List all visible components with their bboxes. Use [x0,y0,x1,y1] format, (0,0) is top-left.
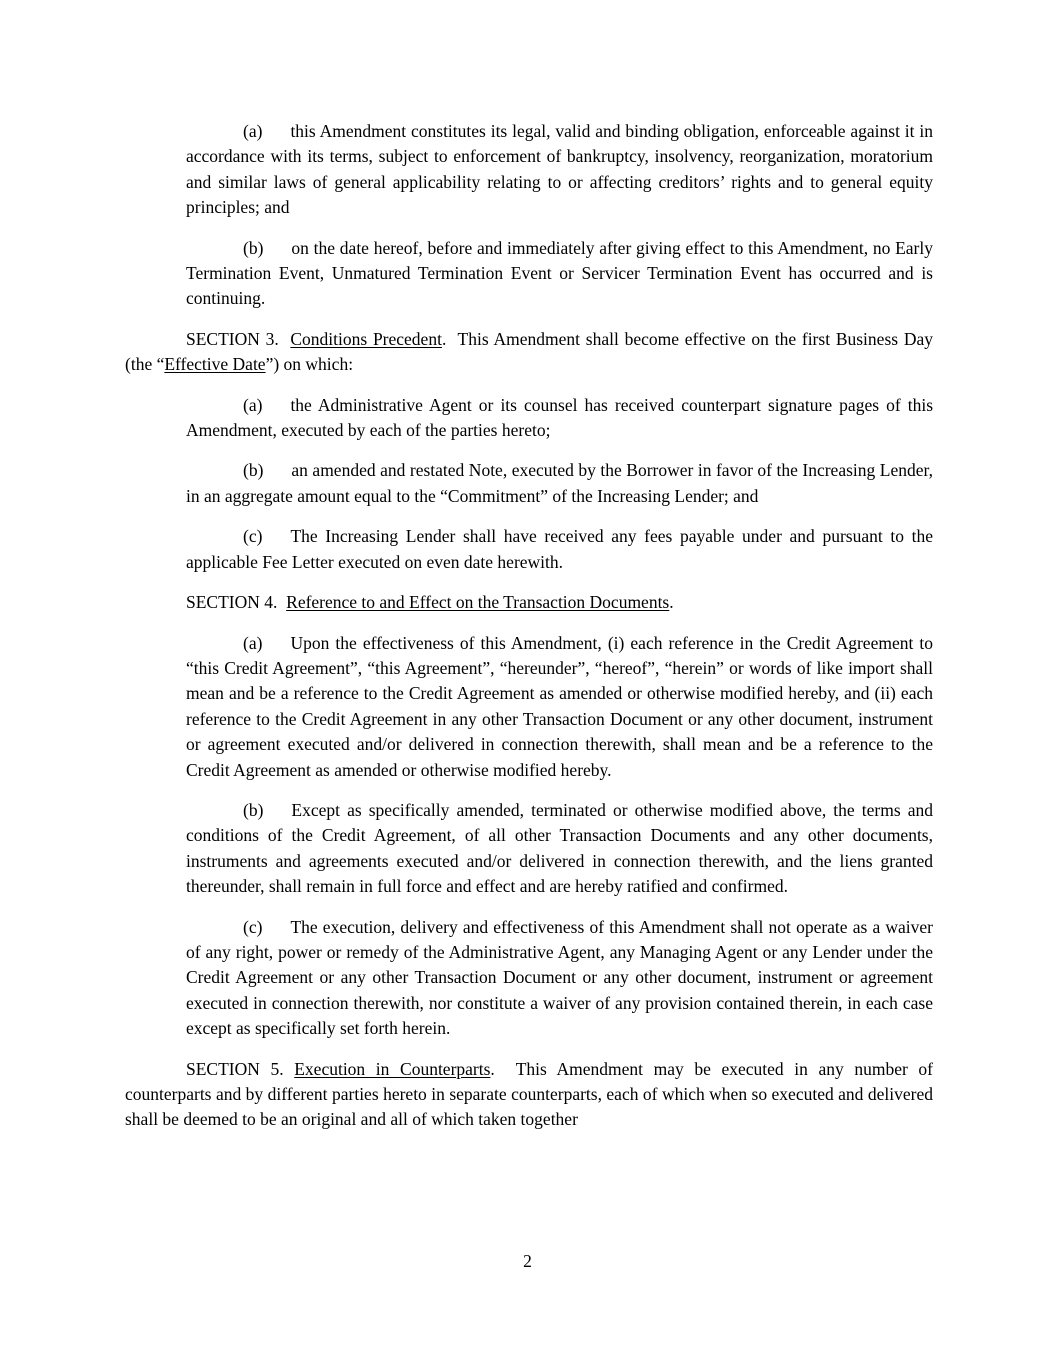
paragraph-clause-ref-c [186,915,933,1042]
paragraph-clause-rep-b [186,236,933,312]
paragraph-clause-rep-a [186,119,933,221]
text-run: the Administrative Agent or its counsel has received counterpart signature pages of this Amendment, executed by each of the parties hereto; [186,394,933,441]
text-run: Except as specifically amended, terminated or otherwise modified above, the terms and conditions of the Credit Agreement, of all other Transaction Documents and any other documents, instruments and agreements executed and/or delivered in connection therewith, and the liens granted thereunder, shall remain in full force and effect and are hereby ratified and confirmed. [186,799,933,897]
underlined-text: Reference to and Effect on the Transaction Documents [286,592,670,613]
paragraph-clause-ref-a [186,631,933,783]
paragraph-clause-cond-b [186,458,933,509]
paragraph-section-4 [125,590,933,615]
text-run: (b) [243,237,264,258]
text-run: SECTION 3. [186,328,291,349]
paragraph-clause-ref-b [186,798,933,900]
text-run: (a) [243,121,263,141]
text-run: The execution, delivery and effectiveness of this Amendment shall not operate as a waiver of any right, power or remedy of the Administrative Agent, any Managing Agent or any Lender under the Credit Agreement or any other Transaction Document or any other document, instrument or agreement executed in connection therewith, nor constitute a waiver of any provision contained therein, in each case except as specifically set forth herein. [186,916,933,1039]
underlined-text: Execution in Counterparts [294,1058,491,1079]
text-run: this Amendment constitutes its legal, valid and binding obligation, enforceable against it in accordance with its terms, subject to enforcement of bankruptcy, insolvency, reorganization, moratorium and similar laws of general applicability relating to or affecting creditors’ rights and to general equity principles; and [186,121,933,218]
text-run: on the date hereof, before and immediately after giving effect to this Amendment, no Early Termination Event, Unmatured Termination Event or Servicer Termination Event has occurred and is continuing. [186,237,933,309]
paragraph-section-5 [125,1057,933,1133]
page-number: 2 [523,1251,532,1271]
text-run: . This Amendment may be executed in any number of counterparts and by different parties hereto in separate counterparts, each of which when so executed and delivered shall be deemed to be an original and all of which taken together [125,1058,933,1130]
text-run: . This Amendment shall become effective on the first Business Day (the “ [125,328,933,375]
text-run: (a) [243,394,263,415]
text-run: SECTION 4. [186,592,287,613]
text-run: Upon the effectiveness of this Amendment, (i) each reference in the Credit Agreement to “this Credit Agreement”, “this Agreement”, “hereunder”, “hereof”, “herein” or words of like import shall mean and be a reference to the Credit Agreement as amended or otherwise modified hereby, and (ii) each reference to the Credit Agreement in any other Transaction Document or any other document, instrument or agreement executed and/or delivered in connection therewith, shall mean and be a reference to the Credit Agreement as amended or otherwise modified hereby. [186,632,933,780]
underlined-text: Conditions Precedent [290,328,442,349]
underlined-text: Effective Date [164,354,266,375]
text-run: The Increasing Lender shall have received any fees payable under and pursuant to the applicable Fee Letter executed on even date herewith. [186,526,933,572]
text-run: (a) [243,632,263,653]
paragraph-clause-cond-c [186,524,933,575]
text-run: (b) [243,460,264,481]
text-run: an amended and restated Note, executed by the Borrower in favor of the Increasing Lender, in an aggregate amount equal to the “Commitment” of the Increasing Lender; and [186,460,933,506]
text-run: (c) [243,526,263,547]
text-run: ”) on which: [265,354,354,375]
paragraph-section-3 [125,327,933,378]
text-run: SECTION 5. [186,1058,295,1079]
paragraph-clause-cond-a [186,393,933,444]
text-run: . [669,592,674,613]
text-run: (c) [243,916,263,937]
text-run: (b) [243,799,264,820]
document-body [125,119,933,1133]
